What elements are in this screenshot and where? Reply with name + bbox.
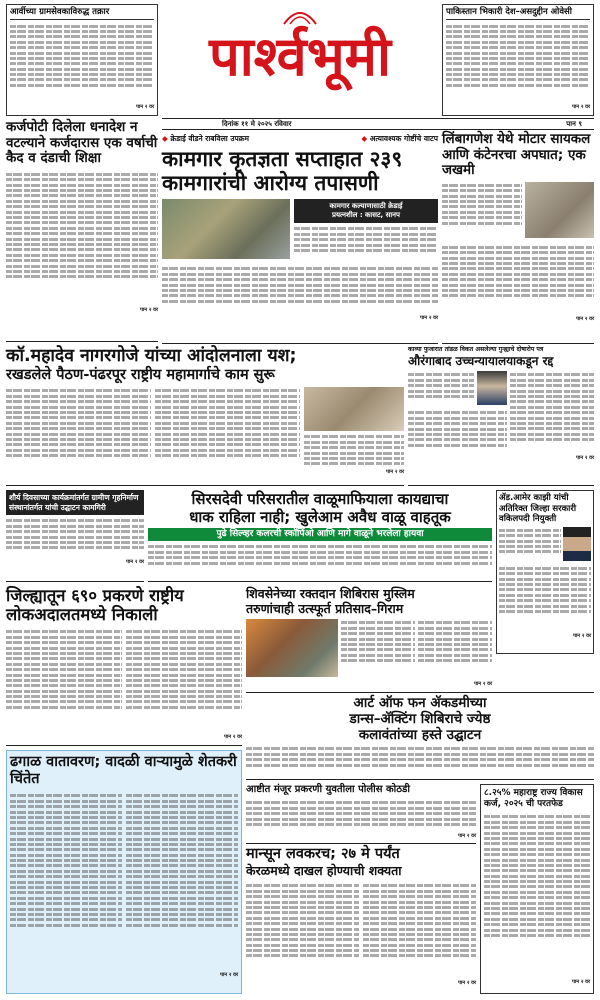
story-sirasdevi [148,490,492,582]
artoffun-headline-3: कलावंतांच्या हस्ते उद्घाटन [358,727,482,743]
aurangabad-body-b [408,409,507,461]
story-police [246,784,476,844]
story-loan-body [6,171,158,307]
sirasdevi-banner: पुढे सिल्व्हर कलरची स्कॉर्पिओ आणि मागे वाळूने भरलेला हायवा [148,528,492,541]
kamgar-side-text [294,225,438,261]
artoffun-headline-1: आर्ट ऑफ फन ॲकडमीच्या [353,695,487,711]
kamgar-straps [162,134,438,144]
lingagnesh-more: पान २ वर [576,315,594,322]
story-lokadalat [6,586,242,746]
lingagnesh-body-b [442,244,594,316]
sirasdevi-body [148,543,492,575]
aurangabad-photo [477,371,507,405]
top-left-headline: आर्वीच्या ग्रामसेवकाविरुद्ध तक्रार [10,8,154,20]
story-shivsena [246,586,492,690]
lokadalat-more: पान २ वर [224,734,242,740]
page-label: पान ९ [566,120,582,128]
kamgar-headline-1: कामगार कृतज्ञता सप्ताहात २३९ [162,147,403,171]
story-aurangabad [408,346,594,486]
police-headline: आष्टीत मंजूर प्रकरणी युवतीला पोलीस कोठडी [246,784,410,795]
artoffun-headline-2: डान्स–ॲक्टिंग शिबिराचे ज्येष्ठ [349,711,491,727]
top-right-body [446,22,590,104]
nagargoje-body-a [6,387,151,477]
story-monsoon [246,846,476,994]
nagargoje-photo-col [304,387,404,477]
lokadalat-body-a [6,628,122,734]
vikas-headline: ८.२५% महाराष्ट्र राज्य विकास कर्ज, २०२५ ची परतफेड [484,788,583,809]
story-kazi [496,490,594,654]
kamgar-photo [162,199,290,259]
kazi-more: पान २ वर [573,632,591,639]
shivsena-more: पान २ वर [474,681,492,687]
nagargoje-body-b [155,387,300,477]
weather-cols [10,792,238,972]
bullet-arrow-icon: ◆ [162,134,171,143]
nagargoje-photo [304,387,404,431]
dateline-bar [162,118,594,130]
story-lingagnesh [442,132,594,344]
aurangabad-body-c [510,371,594,463]
monsoon-body-a [246,882,359,980]
sirasdevi-headline-1: सिरसदेवी परिसरातील वाळूमाफियाला कायद्याचा [191,490,449,508]
masthead-title: पार्श्वभूमी [209,24,391,88]
top-right-brief [442,4,594,116]
weather-body-a [10,792,122,972]
lokadalat-cols [6,628,242,734]
aurangabad-kicker: काव्या फुजारात तांडळ विकत असलेल्या गुन्ह्याचे दोषारोप पत्र [408,346,544,353]
kamgar-caption-box [294,199,438,261]
monsoon-more: पान २ वर [458,980,476,986]
kamgar-caption: कामगार कल्याणासाठी क्रेडाई प्रयत्नशील : कासट, सानप [294,199,438,223]
police-body [246,799,476,833]
aurangabad-headline: औरंगाबाद उच्चन्यायालयाकडून रद्द [408,354,554,368]
story-artoffun [246,692,594,780]
shivsena-body-a [341,619,415,681]
kazi-headline: ॲड.आमेर काझी यांची अतिरिक्त जिल्हा सरकारी वकिलपदी नियुक्ती [499,493,577,524]
dateline: दिनांक ११ मे २०२५ रविवार [222,120,292,128]
shivsena-photo [246,619,338,677]
top-right-more: पान २ वर [572,104,590,111]
top-left-more: पान २ वर [136,104,154,111]
nagargoje-headline-2: रखडलेले पैठण-पंढरपूर राष्ट्रीय महामार्गाचे काम सुरू [6,367,275,383]
monsoon-headline-2: केरळमध्ये दाखल होण्याची शक्यता [246,863,402,878]
shivsena-body-b [418,619,492,681]
strap-right: ◆ अत्यावश्यक गोष्टींचे वाटप [361,134,438,143]
weather-body-b [126,792,238,972]
aurangabad-cols [408,371,594,463]
shivsena-headline-1: शिवसेनेच्या रक्तदान शिबिरास मुस्लिम [246,586,415,601]
kamgar-photo-row [162,199,438,261]
aurangabad-more: पान २ वर [576,455,594,461]
vikas-more: पान २ वर [572,979,590,985]
kamgar-more: पान २ वर [420,315,438,321]
artoffun-body [246,745,594,773]
kazi-photo [563,527,591,561]
story-nagargoje [6,346,404,486]
shaurya-more: पान २ वर [126,559,144,565]
vikas-body [484,813,590,979]
top-left-body [10,22,154,104]
shaurya-body [6,517,144,559]
kazi-body-b [499,565,591,633]
story-weather [6,750,242,994]
lingagnesh-headline: लिंबागणेश येथे मोटार सायकल आणि कंटेनरचा अपघात; एक जखमी [442,131,591,178]
weather-more: पान २ वर [220,972,238,978]
nagargoje-cols [6,387,404,477]
story-loan-headline: कर्जपोटी दिलेला धनादेश न वटल्याने कर्जदारास एक वर्षाची कैद व दंडाची शिक्षा [6,119,158,166]
shaurya-headline: शौर्य दिवसाच्या कार्यक्रमांतर्गत ग्रामीण गृहनिर्माण संस्थानांतर्गत यांची उद्घाटन कामगिरी [6,490,144,515]
strap-left: ◆ क्रेडाई वीडने राबविला उपक्रम [162,134,249,143]
lokadalat-body-b [126,628,242,734]
nagargoje-headline-1: कॉ.महादेव नागरगोजे यांच्या आंदोलनाला यश; [6,346,297,366]
police-more: पान २ वर [458,833,476,839]
monsoon-cols [246,882,476,980]
lingagnesh-cols [442,182,594,242]
story-loan-more: पान २ वर [140,306,158,313]
lokadalat-headline: जिल्ह्यातून ६९० प्रकरणे राष्ट्रीय लोकअदालतमध्ये निकाली [6,586,184,624]
monsoon-headline-1: मान्सून लवकरच; २७ मे पर्यंत [246,846,400,862]
story-loan [6,120,158,342]
weather-headline: ढगाळ वातावरण; वादळी वाऱ्यामुळे शेतकरी चिंतेत [10,754,237,787]
lingagnesh-photo [525,182,594,238]
aurangabad-body-a [408,371,474,407]
kamgar-body [162,265,438,315]
story-vikas [480,784,594,994]
top-left-brief [6,4,158,116]
shivsena-headline-2: तरुणांचाही उत्स्फूर्त प्रतिसाद–गिराम [246,601,404,616]
masthead [162,6,438,114]
kamgar-headline-2: कामगारांची आरोग्य तपासणी [162,171,379,195]
story-kamgar [162,132,438,344]
nagargoje-more: पान २ वर [386,469,404,475]
top-right-headline: पाकिस्तान भिकारी देश–असदुद्दीन ओवेसी [446,8,590,20]
lingagnesh-body-a [442,182,522,242]
monsoon-body-b [363,882,476,980]
story-shaurya [6,490,144,582]
kazi-body-a [499,527,561,563]
sirasdevi-headline-2: धाक राहिला नाही; खुलेआम अवैध वाळू वाहतूक [189,508,451,526]
aurangabad-left [408,371,507,463]
bullet-arrow-icon: ◆ [361,134,370,143]
